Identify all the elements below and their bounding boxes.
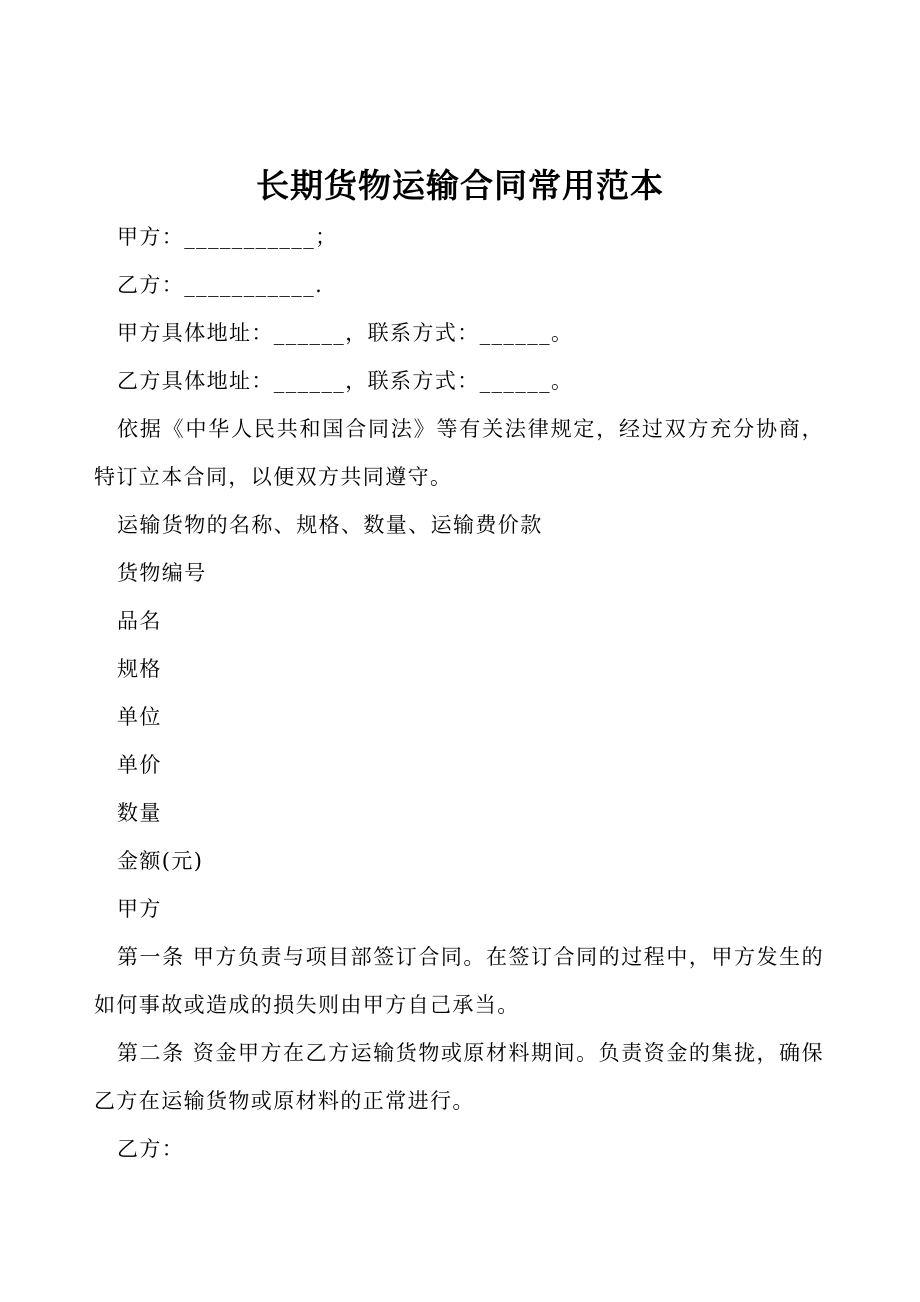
party-b-section-heading: 乙方： — [117, 1137, 185, 1161]
party-b-line: 乙方：___________. — [117, 273, 324, 297]
goods-heading: 运输货物的名称、规格、数量、运输费价款 — [117, 513, 543, 537]
document-title: 长期货物运输合同常用范本 — [256, 166, 664, 205]
goods-field-name: 品名 — [117, 609, 162, 633]
article-two: 第二条 资金甲方在乙方运输货物或原材料期间。负责资金的集拢，确保乙方在运输货物或原材料的正常进行。 — [94, 1041, 824, 1113]
party-a-section-heading: 甲方 — [117, 897, 162, 921]
goods-field-spec: 规格 — [117, 657, 162, 681]
goods-field-unit-price: 单价 — [117, 753, 162, 777]
article-one: 第一条 甲方负责与项目部签订合同。在签订合同的过程中，甲方发生的如何事故或造成的损失则由甲方自己承当。 — [94, 945, 824, 1017]
basis-paragraph: 依据《中华人民共和国合同法》等有关法律规定，经过双方充分协商，特订立本合同，以便双方共同遵守。 — [94, 417, 824, 489]
party-a-line: 甲方：___________； — [117, 225, 338, 249]
party-a-address-line: 甲方具体地址：______，联系方式：______。 — [117, 321, 574, 345]
goods-field-unit: 单位 — [117, 705, 162, 729]
goods-field-number: 货物编号 — [117, 561, 207, 585]
party-b-address-line: 乙方具体地址：______，联系方式：______。 — [117, 369, 574, 393]
document-body — [94, 213, 824, 1173]
goods-field-amount: 金额(元) — [117, 849, 204, 873]
goods-field-quantity: 数量 — [117, 801, 162, 825]
